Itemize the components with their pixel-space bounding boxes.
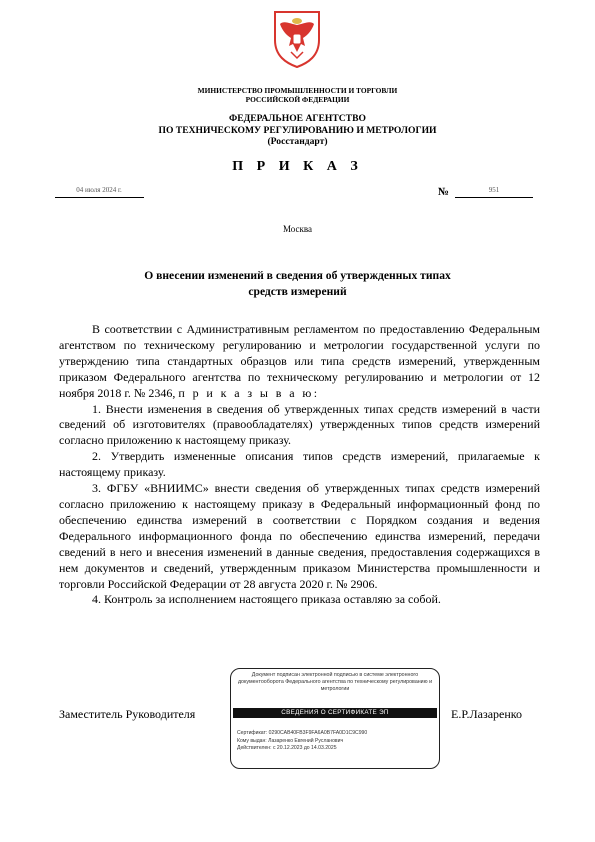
stamp-details: [237, 730, 435, 753]
signatory-name: Е.Р.Лазаренко: [451, 707, 523, 721]
electronic-signature-stamp: [230, 668, 440, 769]
preamble-paragraph: [59, 322, 540, 402]
city: Москва: [283, 224, 312, 234]
stamp-validity: Действителен: с 20.12.2023 до 14.03.2025: [237, 745, 337, 751]
date-underline: [55, 197, 144, 198]
stamp-title: СВЕДЕНИЯ О СЕРТИФИКАТЕ ЭП: [233, 708, 437, 718]
document-type-title: П Р И К А З: [232, 159, 363, 174]
clause-4: 4. Контроль за исполнением настоящего приказа оставляю за собой.: [92, 592, 441, 607]
number-label: №: [438, 186, 450, 198]
stamp-header: Документ подписан электронной подписью в системе электронного документооборота Федерального агентства по техническому регулированию и метрологии: [237, 672, 433, 692]
clause-1: 1. Внести изменения в сведения об утвержденных типах средств измерений в части сведений об изготовителях (правообладателях) утвержденных типов средств измерений согласно приложению к настоящему приказу.: [59, 401, 540, 448]
order-keyword: п р и к а з ы в а ю:: [178, 385, 320, 400]
number-underline: [455, 197, 533, 198]
order-number: 951: [488, 186, 500, 194]
signatory-role: Заместитель Руководителя: [59, 707, 196, 721]
agency-name: ФЕДЕРАЛЬНОЕ АГЕНТСТВО ПО ТЕХНИЧЕСКОМУ РЕГУЛИРОВАНИЮ И МЕТРОЛОГИИ (Росстандарт): [158, 113, 437, 147]
clause-2: 2. Утвердить измененные описания типов средств измерений, прилагаемые к настоящему приказу.: [59, 449, 540, 480]
coat-of-arms-emblem: [272, 10, 322, 68]
stamp-owner: Кому выдан: Лазаренко Евгений Русланович: [237, 737, 344, 744]
order-body: [59, 322, 540, 608]
order-subject: О внесении изменений в сведения об утвержденных типах средств измерений: [144, 269, 451, 298]
preamble-text: В соответствии с Административным регламентом по предоставлению Федеральным агентством по техническому регулированию и метрологии государственной услуги по утверждению типа стандартных образцов или типа средств измерений, утвержденным приказом Федерального агентства по техническому регулированию и метрологии от 12 ноября 2018 г. № 2346,: [59, 322, 540, 400]
ministry-name: МИНИСТЕРСТВО ПРОМЫШЛЕННОСТИ И ТОРГОВЛИ РОССИЙСКОЙ ФЕДЕРАЦИИ: [197, 86, 398, 104]
stamp-certificate: Сертификат: 0290CAB40FB3F9FA6A0B7FA0D1C9C990: [237, 730, 368, 736]
clause-3: 3. ФГБУ «ВНИИМС» внести сведения об утвержденных типах средств измерений согласно приложению к настоящему приказу в Федеральный информационный фонд по обеспечению единства измерений в соответствии с Порядком создания и ведения Федерального информационного фонда по обеспечению единства измерений, передачи сведений в него и внесения изменений в данные сведения, предоставления содержащихся в нем документов и сведений, утвержденным приказом Министерства промышленности и торговли Российской Федерации от 28 августа 2020 г. № 2906.: [59, 481, 540, 591]
order-date: 04 июля 2024 г.: [76, 186, 122, 194]
